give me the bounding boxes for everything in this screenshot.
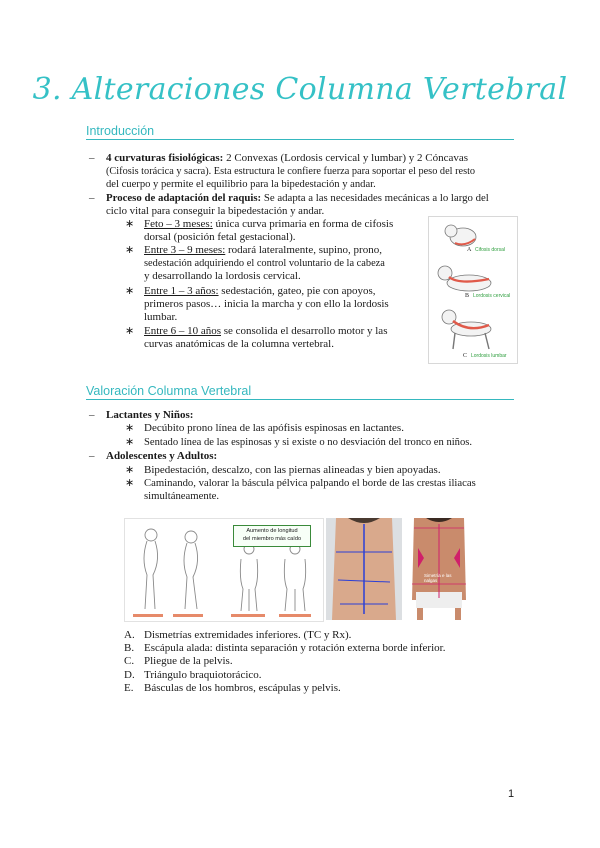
- list-item-d: Triángulo braquiotorácico.: [144, 668, 262, 681]
- fig-letter-a: A: [467, 247, 472, 253]
- fig-label-lordosis-lumbar: Lordosis lumbar: [471, 353, 507, 359]
- star-bullet: ∗: [125, 477, 135, 489]
- star-bullet: ∗: [125, 244, 135, 256]
- group-adolescentes: Adolescentes y Adultos:: [106, 450, 218, 462]
- list-letter-d: D.: [124, 668, 135, 681]
- adultos-item-1: Bipedestación, descalzo, con las piernas alineadas y bien apoyadas.: [144, 464, 441, 476]
- star-bullet: ∗: [125, 285, 135, 297]
- star-bullet: ∗: [125, 325, 135, 337]
- star-bullet: ∗: [125, 218, 135, 230]
- figure-back-photo-1: [326, 518, 402, 620]
- sub-6-10-anos: Entre 6 – 10 años se consolida el desarrollo motor y las curvas anatómicas de la columna vertebral.: [144, 325, 388, 351]
- section-heading-valoracion: Valoración Columna Vertebral: [86, 384, 514, 400]
- group-lactantes: Lactantes y Niños:: [106, 409, 194, 421]
- list-letter-e: E.: [124, 681, 134, 694]
- figure-back-photo-2: [406, 518, 472, 620]
- star-bullet: ∗: [125, 436, 135, 448]
- page-number: 1: [508, 788, 515, 800]
- back-photo-illustration: [326, 518, 402, 620]
- sub-1-3-anos: Entre 1 – 3 años: sedestación, gateo, pie con apoyos, primeros pasos… inicia la marcha y con ello la lordosis lumbar.: [144, 285, 389, 324]
- dash-bullet-4: –: [89, 450, 95, 462]
- sub-feto: Feto – 3 meses: única curva primaria en forma de cifosis dorsal (posición fetal gestacional).: [144, 218, 394, 244]
- figure-infant-spine: [428, 216, 518, 364]
- caption-box-aumento-longitud: Aumento de longitud del miembro más caído: [233, 525, 311, 547]
- fig-label-cifosis: Cifosis dorsal: [475, 247, 506, 253]
- star-bullet: ∗: [125, 464, 135, 476]
- list-item-c: Pliegue de la pelvis.: [144, 655, 233, 668]
- fig-letter-b: B: [465, 293, 470, 299]
- adultos-item-2: Caminando, valorar la báscula pélvica palpando el borde de las crestas iliacas simultáneamente.: [144, 477, 476, 503]
- section-heading-introduccion: Introducción: [86, 124, 514, 140]
- infant-spine-illustration: [429, 217, 517, 363]
- dash-bullet-1: –: [89, 152, 95, 164]
- fig-letter-c: C: [463, 353, 468, 359]
- dash-bullet-3: –: [89, 409, 95, 421]
- bullet-proceso-adaptacion: Proceso de adaptación del raquis: Se adapta a las necesidades mecánicas a lo largo del ciclo vital para conseguir la bipedestación y andar.: [106, 192, 489, 218]
- dash-bullet-2: –: [89, 192, 95, 204]
- photo-label-simetria: Simetría e las nalgas: [424, 573, 452, 583]
- list-letter-b: B.: [124, 642, 135, 655]
- list-item-e: Básculas de los hombros, escápulas y pelvis.: [144, 681, 341, 694]
- page-title: 3. Alteraciones Columna Vertebral: [32, 72, 568, 107]
- sub-3-9-meses: Entre 3 – 9 meses: rodará lateralmente, supino, prono, sedestación adquiriendo el control voluntario de la cabeza y desarrollando la lordosis cervical.: [144, 244, 385, 283]
- figure-posture-sketches: [124, 518, 324, 622]
- fig-label-lordosis-cervical: Lordosis cervical: [473, 293, 511, 299]
- list-letter-c: C.: [124, 655, 135, 668]
- lactantes-item-1: Decúbito prono línea de las apófisis espinosas en lactantes.: [144, 422, 404, 434]
- star-bullet: ∗: [125, 422, 135, 434]
- lactantes-item-2: Sentado línea de las espinosas y si existe o no desviación del tronco en niños.: [144, 437, 473, 448]
- list-item-a: Dismetrías extremidades inferiores. (TC y Rx).: [144, 629, 352, 641]
- bullet-curvaturas: 4 curvaturas fisiológicas: 2 Convexas (Lordosis cervical y lumbar) y 2 Cóncavas (Cifosis torácica y sacra). Esta estructura le confiere fuerza para soportar el peso del resto del cuerpo y permite el equilibrio para la bipedestación y andar.: [106, 152, 476, 191]
- back-photo-marked-illustration: [406, 518, 472, 620]
- list-letter-a: A.: [124, 629, 135, 641]
- list-item-b: Escápula alada: distinta separación y rotación externa borde inferior.: [144, 642, 446, 655]
